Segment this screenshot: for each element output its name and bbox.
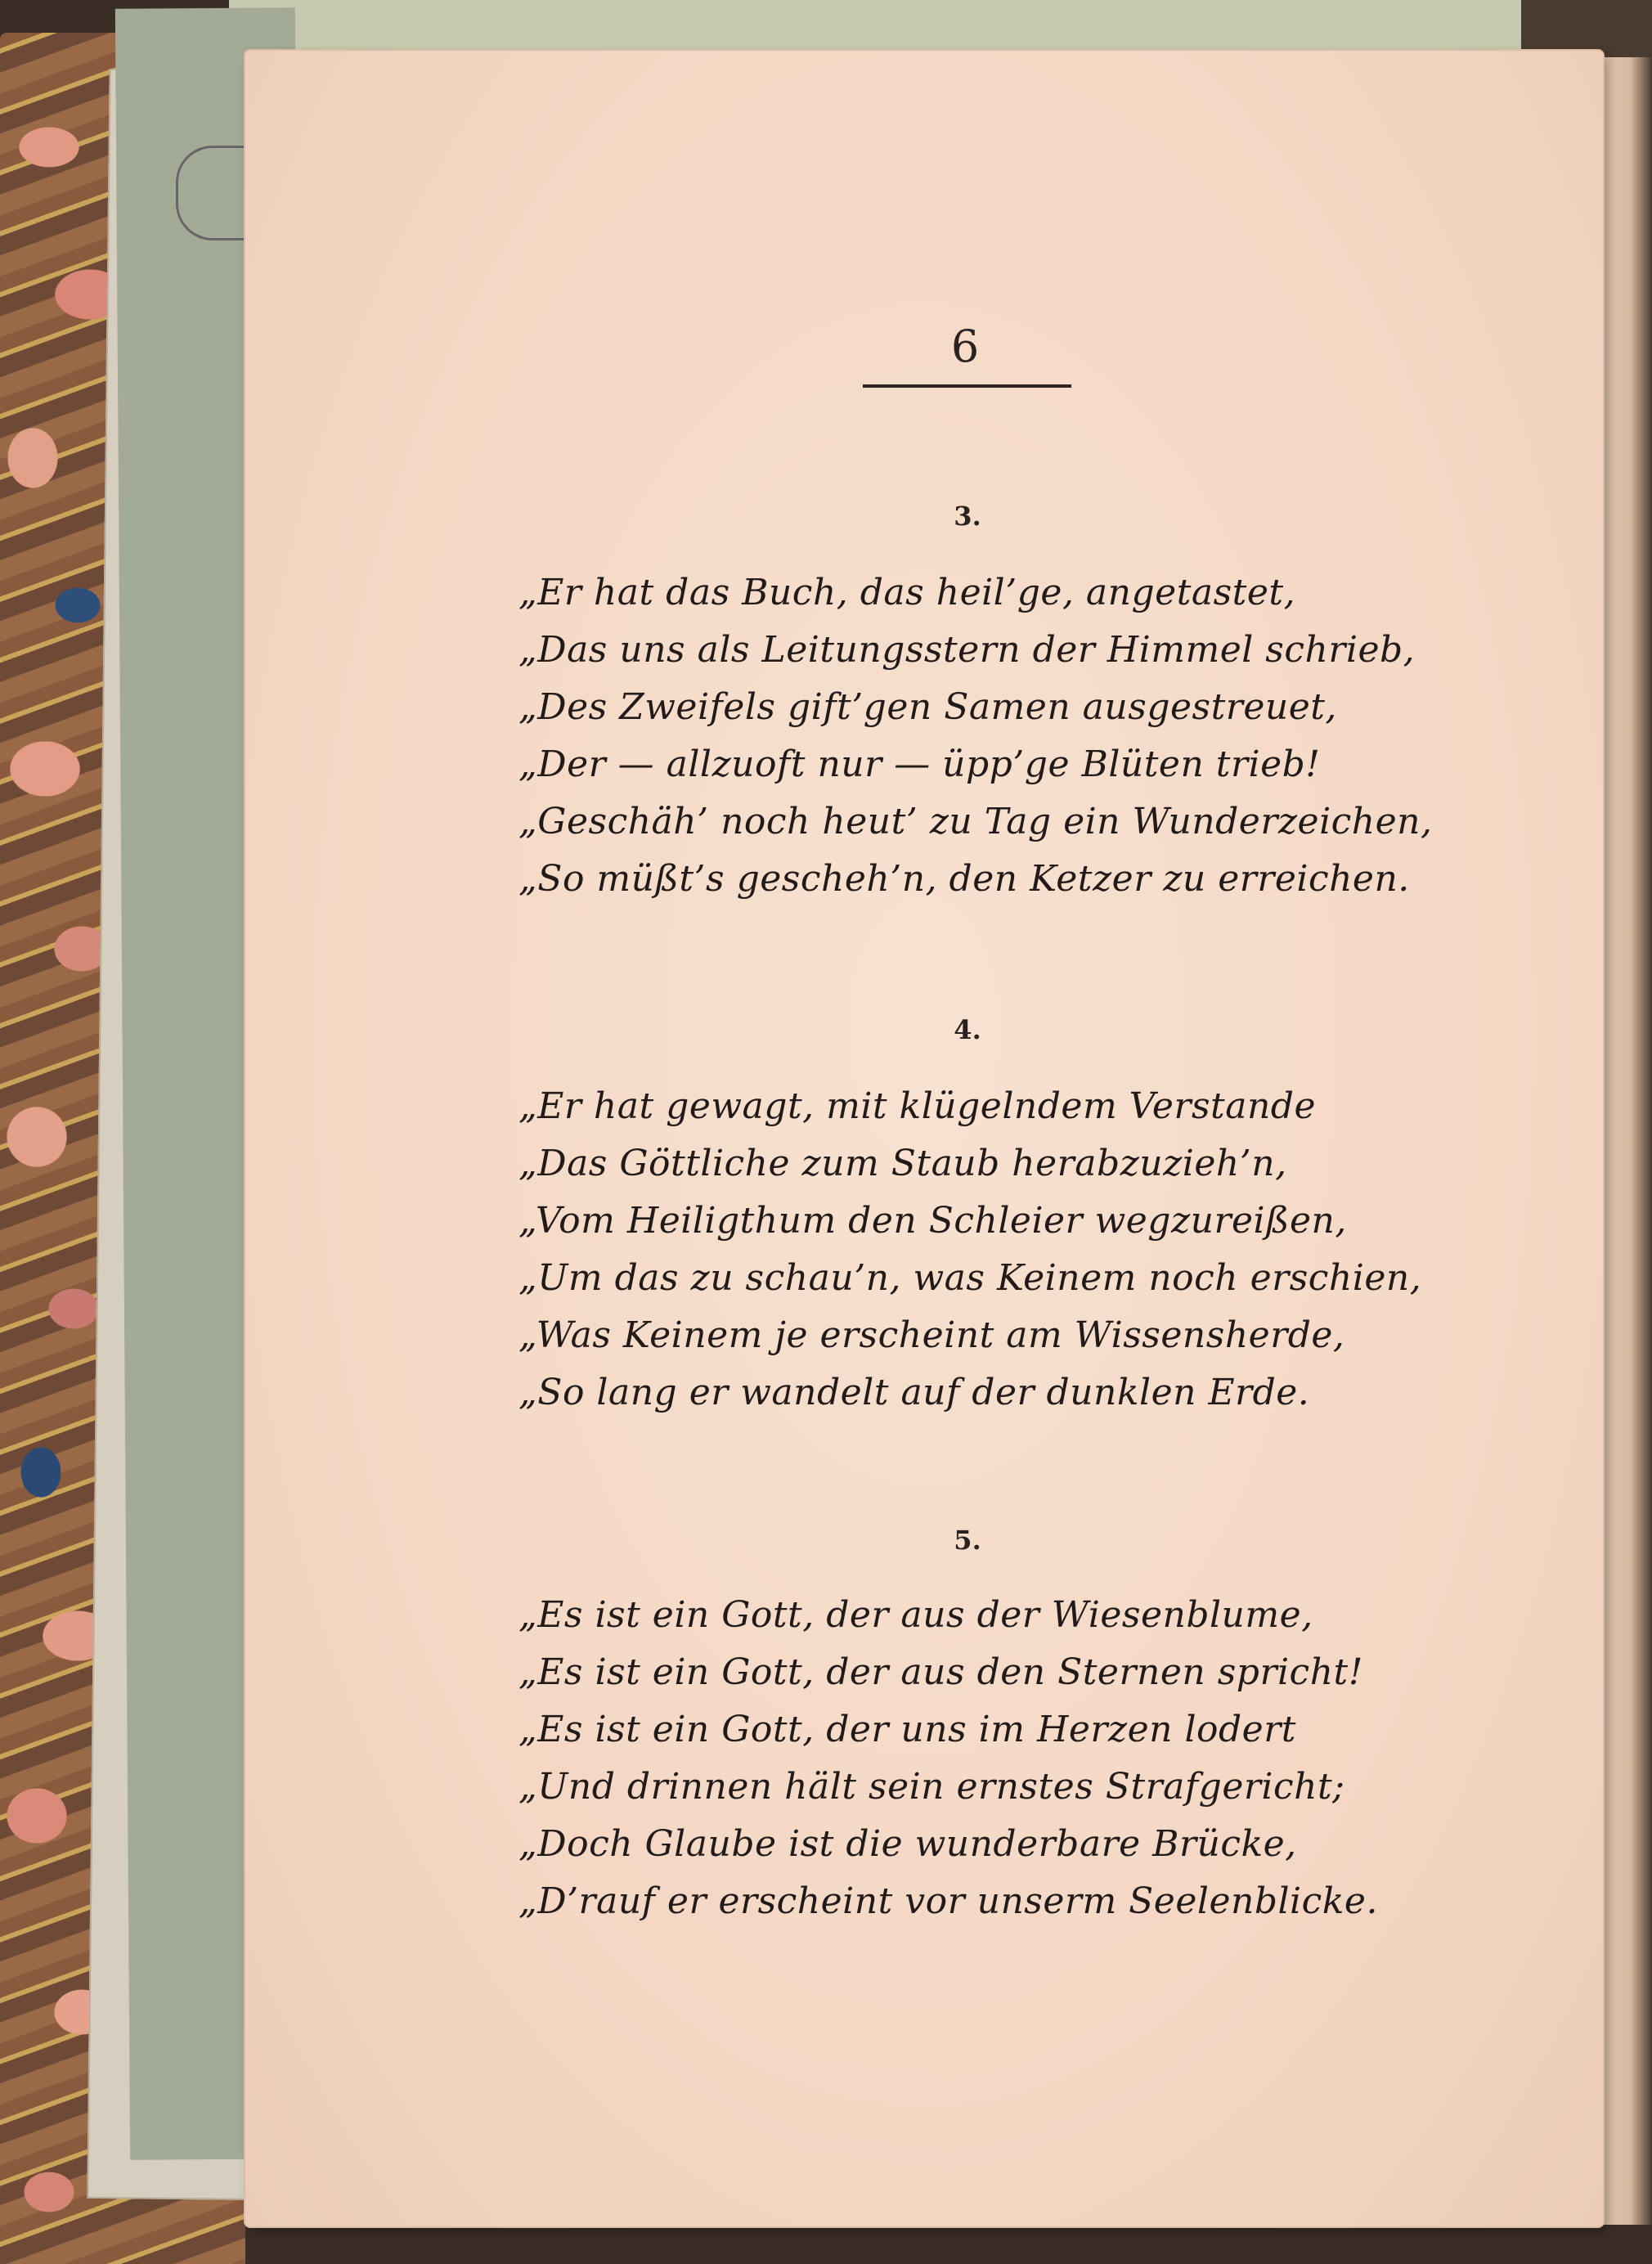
- verse-line: „Und drinnen hält sein ernstes Strafgericht;: [518, 1766, 1345, 1808]
- stanza: [518, 564, 1433, 908]
- verse-line: „Doch Glaube ist die wunderbare Brücke,: [518, 1823, 1297, 1865]
- stanza-number: 5.: [954, 1525, 981, 1556]
- verse-line: „Das uns als Leitungsstern der Himmel schrieb,: [518, 629, 1416, 671]
- verse-line: „Es ist ein Gott, der aus den Sternen spricht!: [518, 1651, 1363, 1693]
- verse-line: „Er hat gewagt, mit klügelndem Verstande: [518, 1085, 1317, 1127]
- verse-line: „Um das zu schau’n, was Keinem noch erschien,: [518, 1257, 1422, 1299]
- verse-line: „D’rauf er erscheint vor unserm Seelenblicke.: [518, 1880, 1378, 1922]
- verse-line: „Das Göttliche zum Staub herabzuzieh’n,: [518, 1143, 1287, 1184]
- stanza: [518, 1078, 1421, 1422]
- pencil-mark: [176, 146, 244, 240]
- header-rule: [863, 384, 1071, 388]
- verse-line: „Des Zweifels gift’gen Samen ausgestreuet,: [518, 686, 1337, 728]
- verse-line: „So müßt’s gescheh’n, den Ketzer zu erreichen.: [518, 858, 1410, 900]
- verse-line: „Der — allzuoft nur — üpp’ge Blüten trieb!: [518, 743, 1321, 785]
- verse-line: „Vom Heiligthum den Schleier wegzureißen,: [518, 1200, 1347, 1242]
- stanza-number: 3.: [954, 501, 981, 532]
- verse-line: „So lang er wandelt auf der dunklen Erde.: [518, 1372, 1310, 1413]
- page-edge: [1599, 57, 1652, 2225]
- page-number: 6: [950, 321, 980, 372]
- stanza: [518, 1587, 1378, 1930]
- verse-line: „Es ist ein Gott, der aus der Wiesenblume,: [518, 1594, 1313, 1636]
- verse-line: „Er hat das Buch, das heil’ge, angetastet,: [518, 572, 1296, 613]
- verse-line: „Geschäh’ noch heut’ zu Tag ein Wunderzeichen,: [518, 801, 1433, 842]
- stanza-number: 4.: [954, 1014, 981, 1045]
- verse-line: „Es ist ein Gott, der uns im Herzen lodert: [518, 1709, 1296, 1750]
- verse-line: „Was Keinem je erscheint am Wissensherde,: [518, 1314, 1345, 1356]
- cover-edge: [1521, 0, 1652, 57]
